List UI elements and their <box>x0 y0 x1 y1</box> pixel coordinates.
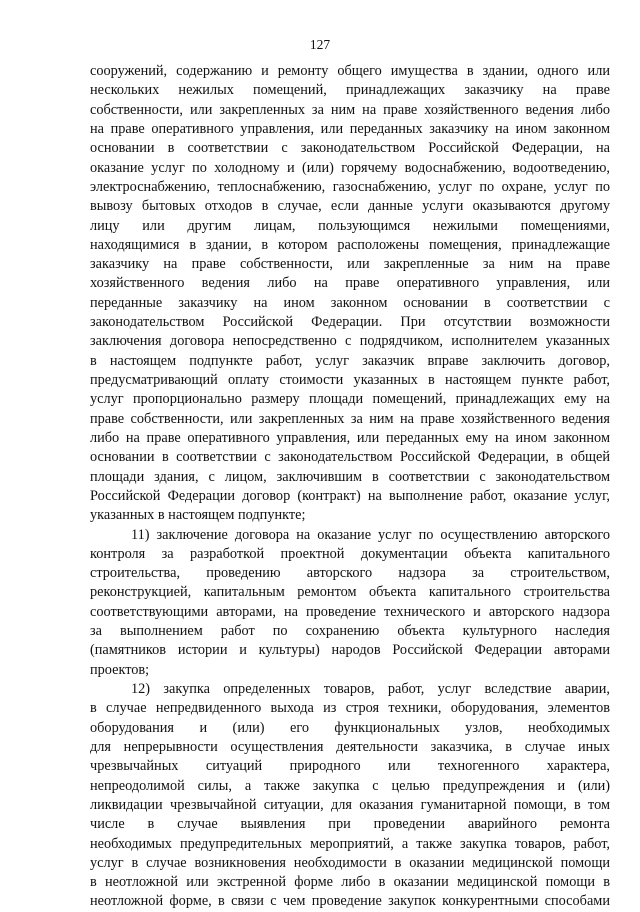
text-line: за выполнением работ по сохранению объекта культурного наследия <box>90 623 610 640</box>
text-line: в случае непредвиденного выхода из строя техники, оборудования, элементов <box>90 700 610 717</box>
text-line: праве собственности, или закрепленных за ним на праве хозяйственного ведения <box>90 410 610 427</box>
text-line: проектов; <box>90 661 150 678</box>
text-line: законодательством Российской Федерации. При отсутствии возможности <box>90 314 610 331</box>
text-line: либо на праве оперативного управления, или переданных ему на ином законном <box>90 429 610 446</box>
text-line: непреодолимой силы, а также закупка с целью предупреждения и (или) <box>90 777 610 794</box>
text-line: чрезвычайных ситуаций природного или техногенного характера, <box>90 758 610 775</box>
text-line: основании в соответствии с законодательством Российской Федерации, в общей <box>90 449 610 466</box>
text-line: услуг в случае возникновения необходимости в оказании медицинской помощи <box>90 854 610 871</box>
text-line: реконструкцией, капитальным ремонтом объекта капитального строительства <box>90 584 610 601</box>
text-line: сооружений, содержанию и ремонту общего имущества в здании, одного или <box>90 63 610 79</box>
text-line: площади здания, с лицом, заключившим в соответствии с законодательством <box>90 468 610 485</box>
text-line: хозяйственного ведения либо на праве оперативного управления, или <box>90 275 610 292</box>
text-line: предусматривающий оплату стоимости указанных в настоящем пункте работ, <box>90 372 610 388</box>
text-line: находящимися в здании, в котором расположены помещения, принадлежащие <box>90 236 610 253</box>
text-line: (памятников истории и культуры) народов Российской Федерации авторами <box>90 642 610 659</box>
body-text <box>90 62 610 912</box>
text-line: Российской Федерации договор (контракт) на выполнение работ, оказание услуг, <box>90 487 610 504</box>
text-line: вывозу бытовых отходов в случае, если данные услуги оказываются другому <box>90 198 610 215</box>
text-line: заказчику на праве собственности, или закрепленные за ним на праве <box>90 256 610 273</box>
page-number: 127 <box>309 37 331 52</box>
text-line: соответствующими авторами, на проведение технического и авторского надзора <box>90 603 610 620</box>
text-line: необходимых предупредительных мероприятий, а также закупка товаров, работ, <box>90 835 610 852</box>
text-line: контроля за разработкой проектной документации объекта капитального <box>90 545 610 562</box>
text-line: в настоящем подпункте работ, услуг заказчик вправе заключить договор, <box>90 352 610 369</box>
text-line: основании в соответствии с законодательством Российской Федерации, на <box>90 140 610 157</box>
text-line: указанных в настоящем подпункте; <box>90 507 306 524</box>
text-line: неотложной форме, в связи с чем проведение закупок конкурентными способами <box>90 893 610 910</box>
text-line: лицу или другим лицам, пользующимся нежилыми помещениями, <box>90 217 610 234</box>
text-line: собственности, или закрепленных за ним на праве хозяйственного ведения либо <box>90 101 610 118</box>
text-line: в неотложной или экстренной форме либо в оказании медицинской помощи в <box>90 874 610 891</box>
text-line: электроснабжению, теплоснабжению, газоснабжению, услуг по охране, услуг по <box>90 178 610 195</box>
text-line: числе в случае выявления при проведении аварийного ремонта <box>90 816 610 833</box>
text-line: для непрерывности осуществления деятельности заказчика, в случае иных <box>90 738 610 755</box>
text-line: оказание услуг по холодному и (или) горячему водоснабжению, водоотведению, <box>90 159 610 176</box>
text-line: ликвидации чрезвычайной ситуации, для оказания гуманитарной помощи, в том <box>90 796 610 813</box>
text-line: строительства, проведению авторского надзора за строительством, <box>90 565 610 582</box>
text-line: услуг пропорционально размеру площади помещений, принадлежащих ему на <box>90 391 610 408</box>
text-line: 12) закупка определенных товаров, работ, услуг вследствие аварии, <box>131 681 610 697</box>
text-line: заключения договора непосредственно с подрядчиком, исполнителем указанных <box>90 333 610 350</box>
text-line: оборудования и (или) его функциональных узлов, необходимых <box>90 719 610 736</box>
text-line: переданные заказчику на ином законном основании в соответствии с <box>90 294 610 311</box>
text-line: на праве оперативного управления, или переданных заказчику на ином законном <box>90 120 610 137</box>
text-line: нескольких нежилых помещений, принадлежащих заказчику на праве <box>90 82 610 99</box>
text-line: 11) заключение договора на оказание услуг по осуществлению авторского <box>131 526 610 543</box>
